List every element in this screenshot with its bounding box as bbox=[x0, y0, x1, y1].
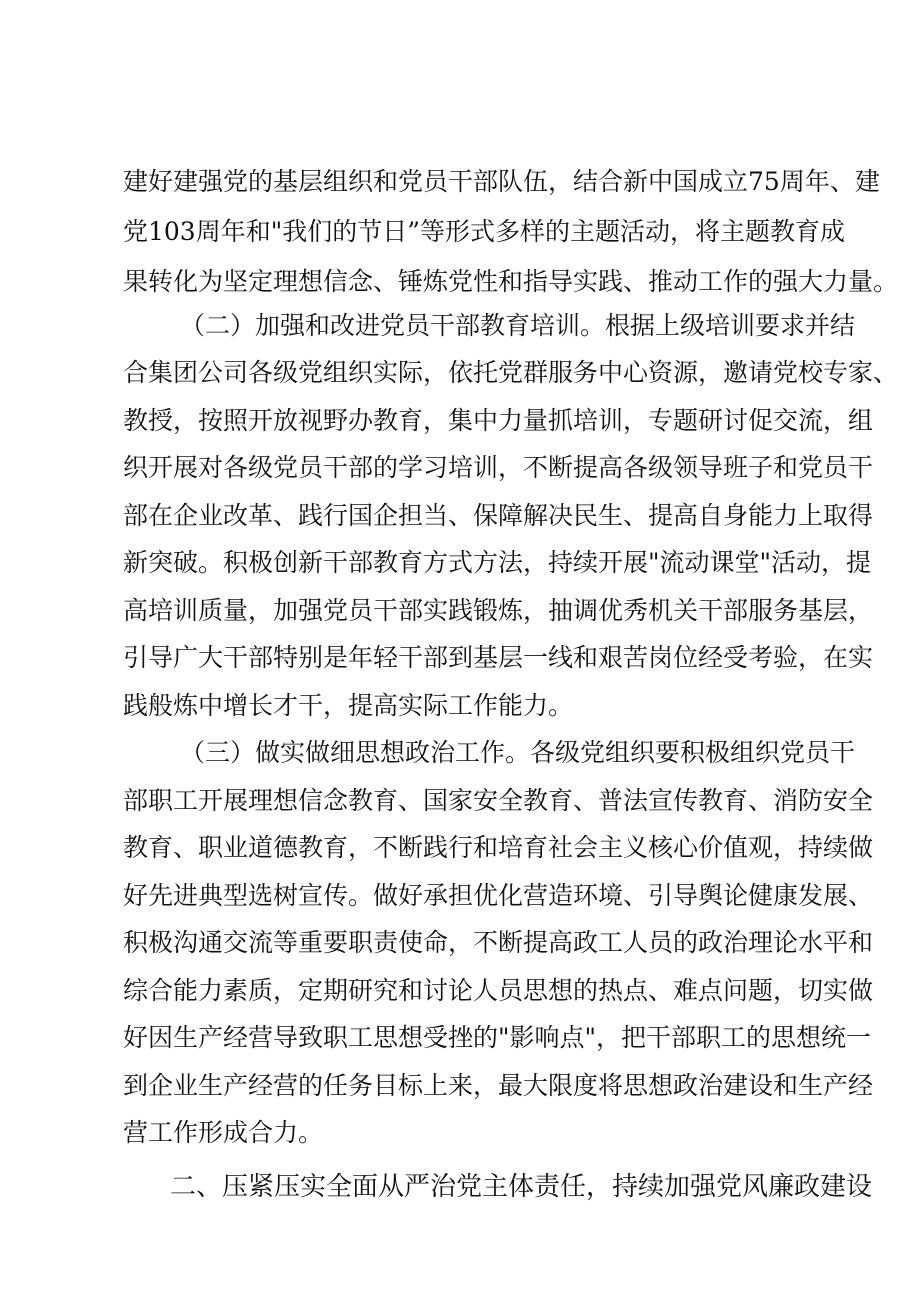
paragraph-3-line-8: 到企业生产经营的任务目标上来，最大限度将思想政治建设和生产经 bbox=[123, 1071, 874, 1100]
paragraph-3-line-2: 部职工开展理想信念教育、国家安全教育、普法宣传教育、消防安全 bbox=[123, 786, 874, 815]
paragraph-2-line-6: 新突破。积极创新干部教育方式方法，持续开展"流动课堂"活动，提 bbox=[123, 548, 872, 577]
paragraph-2-line-3: 教授，按照开放视野办教育，集中力量抓培训，专题研讨促交流，组 bbox=[123, 406, 874, 435]
paragraph-1-line-2: 党103周年和"我们的节日”等形式多样的主题活动，将主题教育成 bbox=[123, 217, 845, 246]
section-heading: 二、压紧压实全面从严治党主体责任，持续加强党风廉政建设 bbox=[170, 1172, 873, 1202]
paragraph-3-line-9: 营工作形成合力。 bbox=[123, 1118, 324, 1147]
paragraph-2-line-5: 部在企业改革、践行国企担当、保障解决民生、提高自身能力上取得 bbox=[123, 501, 874, 530]
paragraph-2-line-2: 合集团公司各级党组织实际，依托党群服务中心资源，邀请党校专家、 bbox=[123, 358, 899, 387]
paragraph-3-line-3: 教育、职业道德教育，不断践行和培育社会主义核心价值观，持续做 bbox=[123, 833, 874, 862]
paragraph-2-line-1: （二）加强和改进党员干部教育培训。根据上级培训要求并结 bbox=[180, 311, 856, 340]
paragraph-2-line-7: 高培训质量，加强党员干部实践锻炼，抽调优秀机关干部服务基层， bbox=[123, 596, 874, 625]
paragraph-3-line-1: （三）做实做细思想政治工作。各级党组织要积极组织党员干 bbox=[180, 738, 856, 767]
paragraph-2-line-9: 践般炼中增长才干，提高实际工作能力。 bbox=[123, 691, 574, 720]
paragraph-2-line-8: 引导广大干部特别是年轻干部到基层一线和艰苦岗位经受考验，在实 bbox=[123, 643, 874, 672]
paragraph-3-line-4: 好先进典型选树宣传。做好承担优化营造环境、引导舆论健康发展、 bbox=[123, 881, 874, 910]
paragraph-3-line-5: 积极沟通交流等重要职责使命，不断提高政工人员的政治理论水平和 bbox=[123, 928, 874, 957]
paragraph-3-line-7: 好因生产经营导致职工思想受挫的"影响点"，把干部职工的思想统一 bbox=[123, 1023, 872, 1052]
paragraph-3-line-6: 综合能力素质，定期研究和讨论人员思想的热点、难点问题，切实做 bbox=[123, 976, 874, 1005]
paragraph-1-line-3: 果转化为坚定理想信念、锤炼党性和指导实践、推动工作的强大力量。 bbox=[123, 267, 899, 296]
paragraph-2-line-4: 织开展对各级党员干部的学习培训，不断提高各级领导班子和党员干 bbox=[123, 453, 874, 482]
paragraph-1-line-1: 建好建强党的基层组织和党员干部队伍，结合新中国成立75周年、建 bbox=[123, 167, 880, 196]
